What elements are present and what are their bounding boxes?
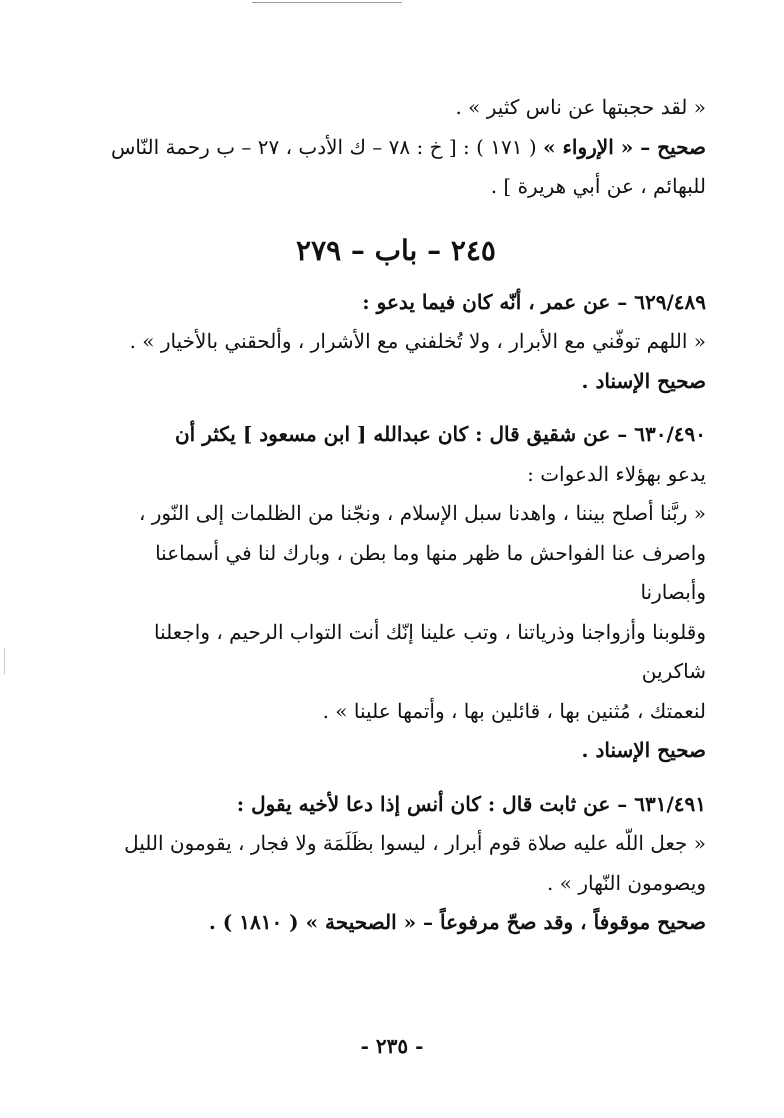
source-ref: ( ١٧١ ) : [ خ : ٧٨ – ك الأدب ، ٢٧ – ب رحمة النّاس xyxy=(110,134,544,159)
page-number: - ٢٣٥ - xyxy=(360,1034,424,1058)
hadith-intro: – عن شقيق قال : كان عبدالله [ ابن مسعود ] يكثر أن xyxy=(174,422,635,446)
hadith-number: ٦٣١/٤٩١ xyxy=(634,791,706,816)
hadith-quote: ويصومون النّهار » . xyxy=(547,870,706,895)
hadith-grade: صحيح الإسناد . xyxy=(581,738,706,762)
hadith-grade: صحيح موقوفاً ، وقد صحّ مرفوعاً – « الصحيحة » ( ١٨١٠ ) . xyxy=(208,910,706,934)
hadith-quote: لنعمتك ، مُثنين بها ، قائلين بها ، وأتمها علينا » . xyxy=(322,698,706,723)
page-body xyxy=(86,88,706,943)
hadith-grade: صحيح الإسناد . xyxy=(581,368,706,393)
chapter-heading: ٢٤٥ – باب – ٢٧٩ xyxy=(296,233,496,267)
hadith-quote: « جعل اللّه عليه صلاة قوم أبرار ، ليسوا بظَلَمَة ولا فجار ، يقومون الليل xyxy=(124,831,706,855)
hadith-heading xyxy=(86,283,706,323)
hadith-heading xyxy=(86,785,706,825)
hadith-intro: – عن عمر ، أنّه كان فيما يدعو : xyxy=(362,289,635,314)
hadith-quote: « اللهم توفّني مع الأبرار ، ولا تُخلفني مع الأشرار ، وألحقني بالأخيار » . xyxy=(129,329,706,353)
scan-edge-mark xyxy=(4,648,5,674)
hadith-quote: « ربَّنا أصلح بيننا ، واهدنا سبل الإسلام ، ونجّنا من الظلمات إلى النّور ، xyxy=(138,501,706,525)
text-line: « لقد حجبتها عن ناس كثير » . xyxy=(455,95,706,119)
hadith-number: ٦٢٩/٤٨٩ xyxy=(634,289,706,314)
hadith-number: ٦٣٠/٤٩٠ xyxy=(634,422,706,446)
text-line: يدعو بهؤلاء الدعوات : xyxy=(527,461,706,486)
text-line: للبهائم ، عن أبي هريرة ] . xyxy=(490,174,706,198)
hadith-heading xyxy=(86,415,706,455)
source-line xyxy=(86,128,706,168)
grade-label: صحيح – « الإرواء » xyxy=(543,134,706,159)
hadith-intro: – عن ثابت قال : كان أنس إذا دعا لأخيه يقول : xyxy=(236,791,635,816)
hadith-quote: وقلوبنا وأزواجنا وذرياتنا ، وتب علينا إنّك أنت التواب الرحيم ، واجعلنا شاكرين xyxy=(154,619,706,683)
top-rule xyxy=(252,2,402,3)
hadith-quote: واصرف عنا الفواحش ما ظهر منها وما بطن ، وبارك لنا في أسماعنا وأبصارنا xyxy=(155,540,706,604)
